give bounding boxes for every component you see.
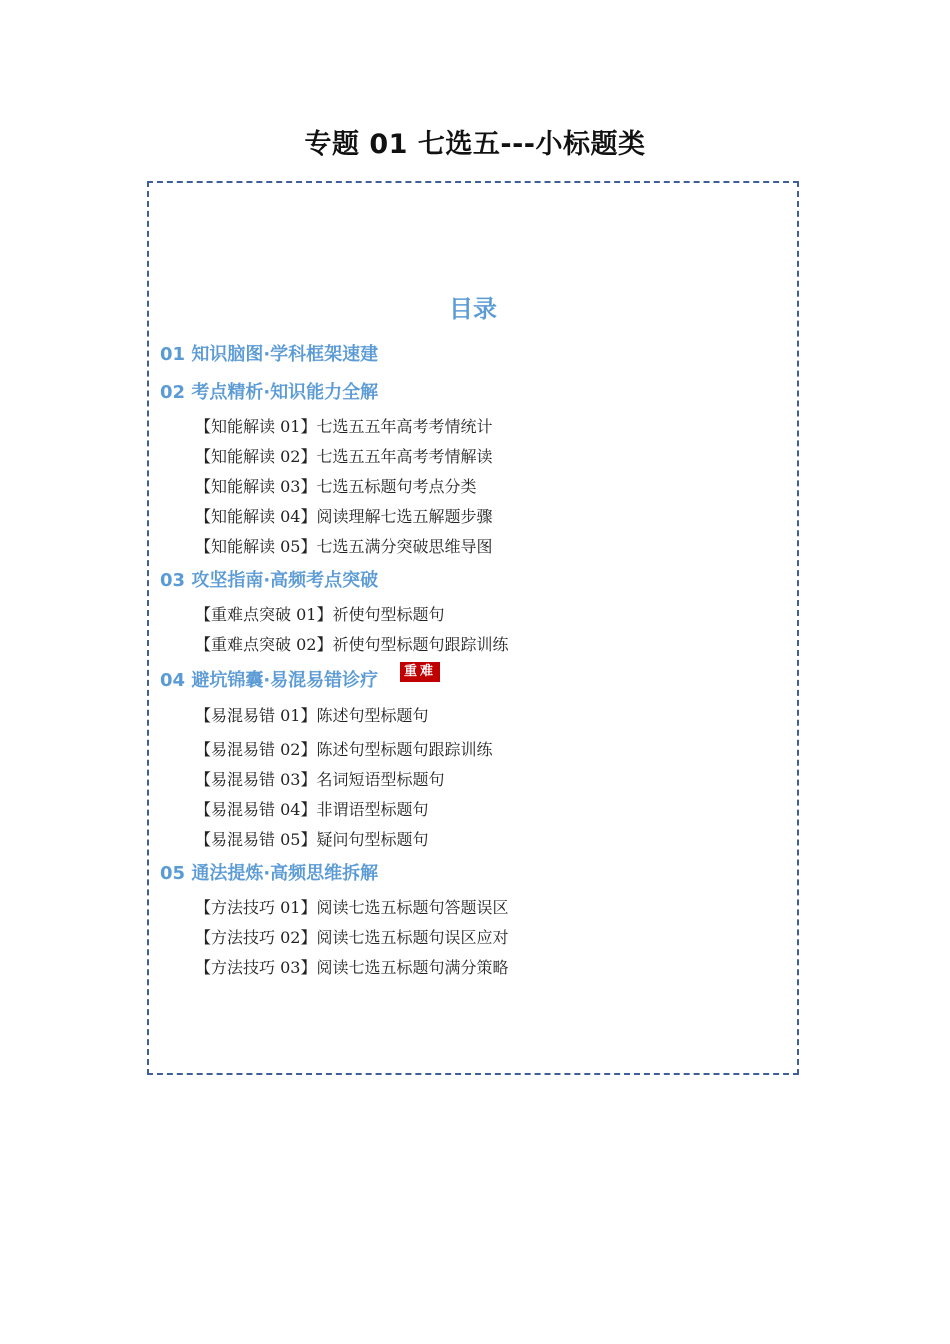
toc-item[interactable]: 【知能解读 04】阅读理解七选五解题步骤 xyxy=(195,507,493,526)
toc-section-05[interactable]: 05 通法提炼·高频思维拆解 xyxy=(160,863,379,884)
toc-item[interactable]: 【易混易错 02】陈述句型标题句跟踪训练 xyxy=(195,740,493,759)
page-title: 专题 01 七选五---小标题类 xyxy=(304,129,646,160)
toc-item[interactable]: 【方法技巧 01】阅读七选五标题句答题误区 xyxy=(195,898,509,917)
difficulty-badge: 重难 xyxy=(400,662,440,682)
toc-item[interactable]: 【知能解读 05】七选五满分突破思维导图 xyxy=(195,537,493,556)
toc-item[interactable]: 【易混易错 03】名词短语型标题句 xyxy=(195,770,445,789)
toc-section-04-title: 04 避坑锦囊·易混易错诊疗 xyxy=(160,670,379,691)
toc-item[interactable]: 【知能解读 03】七选五标题句考点分类 xyxy=(195,477,477,496)
toc-item[interactable]: 【知能解读 02】七选五五年高考考情解读 xyxy=(195,447,493,466)
toc-section-04[interactable] xyxy=(160,664,437,692)
toc-item[interactable]: 【方法技巧 02】阅读七选五标题句误区应对 xyxy=(195,928,509,947)
toc-section-03[interactable]: 03 攻坚指南·高频考点突破 xyxy=(160,570,379,591)
toc-item[interactable]: 【易混易错 05】疑问句型标题句 xyxy=(195,830,429,849)
toc-item[interactable]: 【易混易错 01】陈述句型标题句 xyxy=(195,706,429,725)
toc-item[interactable]: 【易混易错 04】非谓语型标题句 xyxy=(195,800,429,819)
toc-item[interactable]: 【重难点突破 01】祈使句型标题句 xyxy=(195,605,445,624)
toc-section-01[interactable]: 01 知识脑图·学科框架速建 xyxy=(160,344,379,365)
toc-box xyxy=(147,181,799,1075)
toc-item[interactable]: 【知能解读 01】七选五五年高考考情统计 xyxy=(195,417,493,436)
toc-heading: 目录 xyxy=(449,295,497,323)
toc-item[interactable]: 【重难点突破 02】祈使句型标题句跟踪训练 xyxy=(195,635,509,654)
toc-item[interactable]: 【方法技巧 03】阅读七选五标题句满分策略 xyxy=(195,958,509,977)
toc-section-02[interactable]: 02 考点精析·知识能力全解 xyxy=(160,382,379,403)
